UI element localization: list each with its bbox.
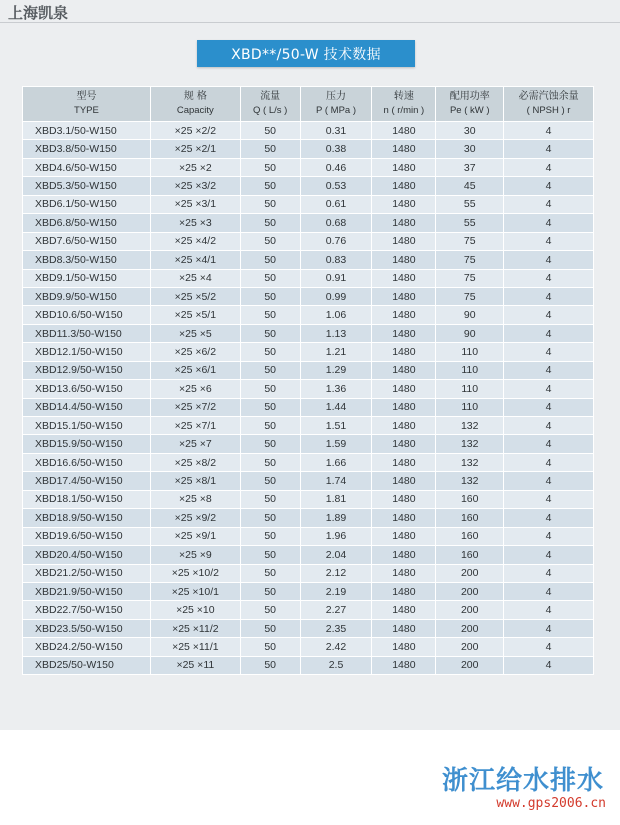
cell-capacity: ×25 ×8 bbox=[150, 490, 240, 508]
table-row bbox=[23, 195, 594, 213]
cell-flow: 50 bbox=[240, 251, 300, 269]
cell-npsh: 4 bbox=[504, 509, 594, 527]
cell-npsh: 4 bbox=[504, 619, 594, 637]
cell-flow: 50 bbox=[240, 490, 300, 508]
cell-capacity: ×25 ×2 bbox=[150, 158, 240, 176]
cell-pressure: 2.27 bbox=[300, 601, 372, 619]
header-en: P ( MPa ) bbox=[316, 105, 356, 116]
cell-pressure: 2.42 bbox=[300, 638, 372, 656]
cell-capacity: ×25 ×2/2 bbox=[150, 122, 240, 140]
cell-speed: 1480 bbox=[372, 509, 436, 527]
table-row bbox=[23, 251, 594, 269]
header-flow bbox=[240, 87, 300, 122]
cell-pressure: 2.35 bbox=[300, 619, 372, 637]
cell-pressure: 0.83 bbox=[300, 251, 372, 269]
cell-speed: 1480 bbox=[372, 214, 436, 232]
cell-type: XBD15.1/50-W150 bbox=[23, 417, 151, 435]
header-en: Pe ( kW ) bbox=[449, 105, 490, 116]
cell-speed: 1480 bbox=[372, 140, 436, 158]
cell-flow: 50 bbox=[240, 564, 300, 582]
cell-power: 55 bbox=[436, 195, 504, 213]
cell-speed: 1480 bbox=[372, 601, 436, 619]
cell-capacity: ×25 ×7/1 bbox=[150, 417, 240, 435]
cell-type: XBD9.1/50-W150 bbox=[23, 269, 151, 287]
table-row bbox=[23, 287, 594, 305]
header-en: Q ( L/s ) bbox=[253, 105, 288, 116]
cell-capacity: ×25 ×9/2 bbox=[150, 509, 240, 527]
header-npsh bbox=[504, 87, 594, 122]
cell-flow: 50 bbox=[240, 472, 300, 490]
cell-capacity: ×25 ×10/1 bbox=[150, 582, 240, 600]
table-row bbox=[23, 232, 594, 250]
table-row bbox=[23, 435, 594, 453]
cell-speed: 1480 bbox=[372, 232, 436, 250]
cell-power: 45 bbox=[436, 177, 504, 195]
cell-power: 160 bbox=[436, 546, 504, 564]
cell-capacity: ×25 ×9 bbox=[150, 546, 240, 564]
cell-type: XBD23.5/50-W150 bbox=[23, 619, 151, 637]
cell-pressure: 0.99 bbox=[300, 287, 372, 305]
table-row bbox=[23, 601, 594, 619]
cell-pressure: 1.13 bbox=[300, 324, 372, 342]
cell-capacity: ×25 ×10/2 bbox=[150, 564, 240, 582]
cell-npsh: 4 bbox=[504, 472, 594, 490]
table-row bbox=[23, 306, 594, 324]
header-pressure bbox=[300, 87, 372, 122]
cell-power: 75 bbox=[436, 232, 504, 250]
cell-npsh: 4 bbox=[504, 324, 594, 342]
cell-flow: 50 bbox=[240, 140, 300, 158]
cell-pressure: 0.53 bbox=[300, 177, 372, 195]
table-row bbox=[23, 509, 594, 527]
cell-power: 30 bbox=[436, 122, 504, 140]
cell-speed: 1480 bbox=[372, 656, 436, 674]
cell-type: XBD21.2/50-W150 bbox=[23, 564, 151, 582]
cell-type: XBD19.6/50-W150 bbox=[23, 527, 151, 545]
cell-power: 160 bbox=[436, 490, 504, 508]
cell-power: 132 bbox=[436, 472, 504, 490]
cell-pressure: 1.51 bbox=[300, 417, 372, 435]
cell-npsh: 4 bbox=[504, 251, 594, 269]
cell-pressure: 1.59 bbox=[300, 435, 372, 453]
cell-npsh: 4 bbox=[504, 564, 594, 582]
cell-speed: 1480 bbox=[372, 324, 436, 342]
cell-type: XBD6.1/50-W150 bbox=[23, 195, 151, 213]
cell-flow: 50 bbox=[240, 435, 300, 453]
cell-speed: 1480 bbox=[372, 269, 436, 287]
cell-power: 55 bbox=[436, 214, 504, 232]
header-en: Capacity bbox=[176, 105, 214, 116]
cell-speed: 1480 bbox=[372, 546, 436, 564]
cell-flow: 50 bbox=[240, 601, 300, 619]
cell-capacity: ×25 ×11/1 bbox=[150, 638, 240, 656]
cell-capacity: ×25 ×11/2 bbox=[150, 619, 240, 637]
cell-type: XBD12.1/50-W150 bbox=[23, 343, 151, 361]
header-divider bbox=[0, 22, 620, 23]
cell-type: XBD14.4/50-W150 bbox=[23, 398, 151, 416]
cell-npsh: 4 bbox=[504, 269, 594, 287]
cell-flow: 50 bbox=[240, 417, 300, 435]
cell-flow: 50 bbox=[240, 306, 300, 324]
cell-pressure: 2.5 bbox=[300, 656, 372, 674]
cell-power: 132 bbox=[436, 435, 504, 453]
cell-speed: 1480 bbox=[372, 361, 436, 379]
cell-pressure: 1.36 bbox=[300, 380, 372, 398]
cell-npsh: 4 bbox=[504, 656, 594, 674]
cell-speed: 1480 bbox=[372, 638, 436, 656]
cell-power: 110 bbox=[436, 398, 504, 416]
cell-speed: 1480 bbox=[372, 619, 436, 637]
header-capacity bbox=[150, 87, 240, 122]
table-header-row bbox=[23, 87, 594, 122]
cell-power: 30 bbox=[436, 140, 504, 158]
cell-type: XBD7.6/50-W150 bbox=[23, 232, 151, 250]
cell-capacity: ×25 ×4/2 bbox=[150, 232, 240, 250]
table-row bbox=[23, 380, 594, 398]
cell-power: 90 bbox=[436, 324, 504, 342]
cell-capacity: ×25 ×3/1 bbox=[150, 195, 240, 213]
cell-type: XBD20.4/50-W150 bbox=[23, 546, 151, 564]
cell-flow: 50 bbox=[240, 232, 300, 250]
cell-capacity: ×25 ×2/1 bbox=[150, 140, 240, 158]
cell-speed: 1480 bbox=[372, 177, 436, 195]
watermark-url: www.gps2006.cn bbox=[496, 796, 606, 811]
cell-power: 75 bbox=[436, 287, 504, 305]
cell-npsh: 4 bbox=[504, 343, 594, 361]
cell-npsh: 4 bbox=[504, 638, 594, 656]
cell-npsh: 4 bbox=[504, 361, 594, 379]
cell-speed: 1480 bbox=[372, 435, 436, 453]
cell-npsh: 4 bbox=[504, 435, 594, 453]
page-title: XBD**/50-W 技术数据 bbox=[197, 40, 415, 67]
cell-flow: 50 bbox=[240, 546, 300, 564]
cell-capacity: ×25 ×6/1 bbox=[150, 361, 240, 379]
cell-power: 200 bbox=[436, 619, 504, 637]
table-row bbox=[23, 619, 594, 637]
cell-pressure: 1.96 bbox=[300, 527, 372, 545]
cell-npsh: 4 bbox=[504, 306, 594, 324]
cell-type: XBD24.2/50-W150 bbox=[23, 638, 151, 656]
cell-pressure: 0.31 bbox=[300, 122, 372, 140]
cell-type: XBD18.9/50-W150 bbox=[23, 509, 151, 527]
cell-capacity: ×25 ×6 bbox=[150, 380, 240, 398]
cell-speed: 1480 bbox=[372, 417, 436, 435]
cell-npsh: 4 bbox=[504, 453, 594, 471]
cell-pressure: 0.61 bbox=[300, 195, 372, 213]
cell-flow: 50 bbox=[240, 380, 300, 398]
cell-pressure: 1.89 bbox=[300, 509, 372, 527]
cell-capacity: ×25 ×8/2 bbox=[150, 453, 240, 471]
cell-speed: 1480 bbox=[372, 122, 436, 140]
cell-type: XBD4.6/50-W150 bbox=[23, 158, 151, 176]
cell-speed: 1480 bbox=[372, 527, 436, 545]
cell-type: XBD12.9/50-W150 bbox=[23, 361, 151, 379]
cell-power: 75 bbox=[436, 251, 504, 269]
cell-capacity: ×25 ×8/1 bbox=[150, 472, 240, 490]
cell-flow: 50 bbox=[240, 398, 300, 416]
cell-type: XBD21.9/50-W150 bbox=[23, 582, 151, 600]
watermark-site-name: 浙江给水排水 bbox=[441, 766, 604, 796]
cell-power: 110 bbox=[436, 361, 504, 379]
cell-flow: 50 bbox=[240, 287, 300, 305]
cell-power: 160 bbox=[436, 509, 504, 527]
cell-speed: 1480 bbox=[372, 287, 436, 305]
header-speed bbox=[372, 87, 436, 122]
cell-npsh: 4 bbox=[504, 417, 594, 435]
header-zh: 压力 bbox=[326, 91, 347, 102]
cell-power: 132 bbox=[436, 417, 504, 435]
cell-pressure: 2.19 bbox=[300, 582, 372, 600]
cell-pressure: 0.91 bbox=[300, 269, 372, 287]
cell-pressure: 1.44 bbox=[300, 398, 372, 416]
cell-pressure: 1.06 bbox=[300, 306, 372, 324]
cell-npsh: 4 bbox=[504, 122, 594, 140]
cell-npsh: 4 bbox=[504, 158, 594, 176]
cell-speed: 1480 bbox=[372, 490, 436, 508]
cell-capacity: ×25 ×11 bbox=[150, 656, 240, 674]
cell-capacity: ×25 ×5/1 bbox=[150, 306, 240, 324]
table-row bbox=[23, 269, 594, 287]
table-row bbox=[23, 398, 594, 416]
cell-npsh: 4 bbox=[504, 490, 594, 508]
cell-type: XBD5.3/50-W150 bbox=[23, 177, 151, 195]
cell-type: XBD16.6/50-W150 bbox=[23, 453, 151, 471]
cell-flow: 50 bbox=[240, 214, 300, 232]
cell-npsh: 4 bbox=[504, 582, 594, 600]
table-row bbox=[23, 453, 594, 471]
cell-speed: 1480 bbox=[372, 251, 436, 269]
cell-flow: 50 bbox=[240, 582, 300, 600]
header-zh: 配用功率 bbox=[449, 91, 490, 102]
cell-capacity: ×25 ×10 bbox=[150, 601, 240, 619]
cell-capacity: ×25 ×7 bbox=[150, 435, 240, 453]
cell-capacity: ×25 ×3/2 bbox=[150, 177, 240, 195]
cell-speed: 1480 bbox=[372, 158, 436, 176]
cell-speed: 1480 bbox=[372, 472, 436, 490]
header-power bbox=[436, 87, 504, 122]
cell-power: 160 bbox=[436, 527, 504, 545]
cell-type: XBD25/50-W150 bbox=[23, 656, 151, 674]
table-row bbox=[23, 177, 594, 195]
cell-power: 110 bbox=[436, 380, 504, 398]
table-row bbox=[23, 122, 594, 140]
cell-capacity: ×25 ×5 bbox=[150, 324, 240, 342]
cell-speed: 1480 bbox=[372, 306, 436, 324]
cell-flow: 50 bbox=[240, 619, 300, 637]
cell-type: XBD11.3/50-W150 bbox=[23, 324, 151, 342]
table-row bbox=[23, 472, 594, 490]
header-en: TYPE bbox=[74, 105, 99, 116]
cell-pressure: 0.76 bbox=[300, 232, 372, 250]
cell-npsh: 4 bbox=[504, 195, 594, 213]
cell-capacity: ×25 ×9/1 bbox=[150, 527, 240, 545]
table-row bbox=[23, 343, 594, 361]
table-row bbox=[23, 140, 594, 158]
header-zh: 流量 bbox=[260, 91, 281, 102]
cell-type: XBD9.9/50-W150 bbox=[23, 287, 151, 305]
header-en: ( NPSH ) r bbox=[526, 105, 571, 116]
brand-name: 上海凯泉 bbox=[8, 4, 69, 22]
cell-power: 200 bbox=[436, 638, 504, 656]
table-row bbox=[23, 361, 594, 379]
cell-npsh: 4 bbox=[504, 380, 594, 398]
cell-speed: 1480 bbox=[372, 453, 436, 471]
cell-power: 200 bbox=[436, 601, 504, 619]
cell-flow: 50 bbox=[240, 509, 300, 527]
cell-power: 200 bbox=[436, 582, 504, 600]
cell-type: XBD17.4/50-W150 bbox=[23, 472, 151, 490]
header-zh: 型号 bbox=[76, 91, 97, 102]
header-en: n ( r/min ) bbox=[383, 105, 425, 116]
cell-type: XBD8.3/50-W150 bbox=[23, 251, 151, 269]
table-row bbox=[23, 656, 594, 674]
cell-capacity: ×25 ×4 bbox=[150, 269, 240, 287]
cell-speed: 1480 bbox=[372, 398, 436, 416]
cell-type: XBD10.6/50-W150 bbox=[23, 306, 151, 324]
header-zh: 转速 bbox=[393, 91, 414, 102]
cell-npsh: 4 bbox=[504, 398, 594, 416]
cell-npsh: 4 bbox=[504, 601, 594, 619]
cell-type: XBD3.8/50-W150 bbox=[23, 140, 151, 158]
header-zh: 必需汽蚀余量 bbox=[518, 91, 579, 102]
cell-npsh: 4 bbox=[504, 214, 594, 232]
table-row bbox=[23, 546, 594, 564]
cell-capacity: ×25 ×4/1 bbox=[150, 251, 240, 269]
cell-npsh: 4 bbox=[504, 140, 594, 158]
cell-flow: 50 bbox=[240, 527, 300, 545]
table-row bbox=[23, 527, 594, 545]
cell-type: XBD13.6/50-W150 bbox=[23, 380, 151, 398]
cell-power: 37 bbox=[436, 158, 504, 176]
footer bbox=[0, 730, 620, 825]
cell-npsh: 4 bbox=[504, 527, 594, 545]
cell-pressure: 1.66 bbox=[300, 453, 372, 471]
table-row bbox=[23, 324, 594, 342]
cell-pressure: 0.68 bbox=[300, 214, 372, 232]
cell-power: 200 bbox=[436, 564, 504, 582]
spec-table bbox=[22, 86, 594, 675]
cell-flow: 50 bbox=[240, 195, 300, 213]
cell-flow: 50 bbox=[240, 269, 300, 287]
cell-pressure: 1.21 bbox=[300, 343, 372, 361]
cell-power: 90 bbox=[436, 306, 504, 324]
cell-flow: 50 bbox=[240, 177, 300, 195]
cell-pressure: 0.46 bbox=[300, 158, 372, 176]
cell-flow: 50 bbox=[240, 343, 300, 361]
cell-flow: 50 bbox=[240, 453, 300, 471]
cell-pressure: 0.38 bbox=[300, 140, 372, 158]
cell-flow: 50 bbox=[240, 361, 300, 379]
cell-pressure: 2.12 bbox=[300, 564, 372, 582]
cell-speed: 1480 bbox=[372, 582, 436, 600]
table-row bbox=[23, 158, 594, 176]
cell-npsh: 4 bbox=[504, 177, 594, 195]
cell-speed: 1480 bbox=[372, 380, 436, 398]
cell-capacity: ×25 ×6/2 bbox=[150, 343, 240, 361]
cell-flow: 50 bbox=[240, 324, 300, 342]
cell-flow: 50 bbox=[240, 122, 300, 140]
cell-capacity: ×25 ×5/2 bbox=[150, 287, 240, 305]
cell-power: 132 bbox=[436, 453, 504, 471]
cell-speed: 1480 bbox=[372, 564, 436, 582]
header-type bbox=[23, 87, 151, 122]
cell-power: 200 bbox=[436, 656, 504, 674]
table-body bbox=[23, 122, 594, 675]
cell-type: XBD18.1/50-W150 bbox=[23, 490, 151, 508]
cell-pressure: 1.29 bbox=[300, 361, 372, 379]
cell-flow: 50 bbox=[240, 638, 300, 656]
table-row bbox=[23, 638, 594, 656]
table-row bbox=[23, 582, 594, 600]
cell-npsh: 4 bbox=[504, 546, 594, 564]
cell-flow: 50 bbox=[240, 656, 300, 674]
cell-npsh: 4 bbox=[504, 232, 594, 250]
table-row bbox=[23, 490, 594, 508]
cell-capacity: ×25 ×7/2 bbox=[150, 398, 240, 416]
cell-speed: 1480 bbox=[372, 195, 436, 213]
cell-capacity: ×25 ×3 bbox=[150, 214, 240, 232]
cell-type: XBD22.7/50-W150 bbox=[23, 601, 151, 619]
cell-npsh: 4 bbox=[504, 287, 594, 305]
table-row bbox=[23, 564, 594, 582]
table-row bbox=[23, 417, 594, 435]
cell-speed: 1480 bbox=[372, 343, 436, 361]
header-zh: 规 格 bbox=[183, 91, 207, 102]
cell-pressure: 2.04 bbox=[300, 546, 372, 564]
cell-flow: 50 bbox=[240, 158, 300, 176]
cell-type: XBD3.1/50-W150 bbox=[23, 122, 151, 140]
cell-type: XBD6.8/50-W150 bbox=[23, 214, 151, 232]
cell-type: XBD15.9/50-W150 bbox=[23, 435, 151, 453]
cell-power: 110 bbox=[436, 343, 504, 361]
cell-power: 75 bbox=[436, 269, 504, 287]
cell-pressure: 1.81 bbox=[300, 490, 372, 508]
table-row bbox=[23, 214, 594, 232]
cell-pressure: 1.74 bbox=[300, 472, 372, 490]
